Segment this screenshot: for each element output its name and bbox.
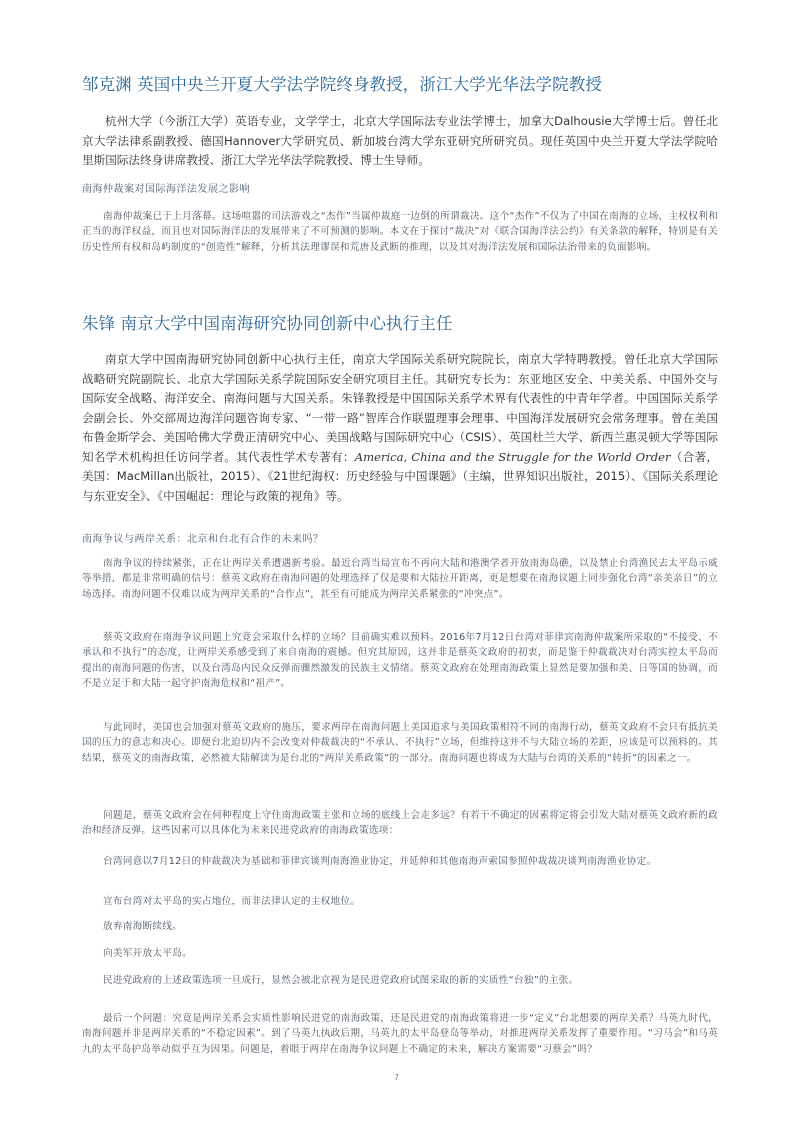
section2-subhead: 南海争议与两岸关系：北京和台北有合作的未来吗？ [82,534,324,545]
section2-title: 朱锋 南京大学中国南海研究协同创新中心执行主任 [82,314,453,333]
section2-bio-text-end: （合著，美国：MacMillan出版社，2015）、《21世纪海权：历史经验与中国课题》（主编，世界知识出版社，2015）、《国际关系理论与东亚安全》、《中国崛起：理论与政策的视角》等。 [82,449,718,503]
section2-bio [82,350,718,506]
section2-paragraph-8: 向美军开放太平岛。 [103,948,193,959]
section2-paragraph-1: 南海争议的持续紧张，正在让两岸关系遭遇新考验。最近台湾当局宣布不再向大陆和港澳学者开放南海岛礁，以及禁止台湾渔民去太平岛示威等举措，都是非常明确的信号：蔡英文政府在南海问题的处理选择了仅是要和大陆拉开距离，更是想要在南海议题上同步强化台湾“亲美亲日”的立场选择。南海问题不仅难以成为两岸关系的“合作点”，甚至有可能成为两岸关系紧张的“冲突点”。 [82,558,718,600]
section2-paragraph-5: 台湾同意以7月12日的仲裁裁决为基础和菲律宾谈判南海渔业协定，并延伸和其他南海声索国参照仲裁裁决谈判南海渔业协定。 [103,856,657,867]
section2-paragraph-10: 最后一个问题：究竟是两岸关系会实质性影响民进党的南海政策，还是民进党的南海政策将进一步“定义”台北想要的两岸关系？马英九时代，南海问题并非是两岸关系的“不稳定因素”。到了马英九执政后期，马英九的太平岛登岛等举动，对推进两岸关系发挥了重要作用。“习马会”和马英九的太平岛护岛举动似乎互为因果。问题是，着眼于两岸在南海争议问题上不确定的未来，解决方案需要“习蔡会”吗？ [82,1013,718,1055]
section1-subhead: 南海仲裁案对国际海洋法发展之影响 [82,184,250,195]
section1-title: 邹克渊 英国中央兰开夏大学法学院终身教授，浙江大学光华法学院教授 [82,75,602,94]
section1-paragraph: 南海仲裁案已于上月落幕。这场喧嚣的司法游戏之“杰作”当属仲裁庭一边倒的所谓裁决。这个“杰作”不仅为了中国在南海的立场，主权权利和正当的海洋权益，而且也对国际海洋法的发展带来了不可预测的影响。本文在于探讨“裁决”对《联合国海洋法公约》有关条款的解释，特别是有关历史性所有权和岛屿制度的“创造性”解释，分析其法理谬误和荒唐及武断的推理，以及其对海洋法发展和国际法治带来的负面影响。 [82,211,718,253]
section2-bio-text: 南京大学中国南海研究协同创新中心执行主任，南京大学国际关系研究院院长，南京大学特聘教授。曾任北京大学国际战略研究院副院长、北京大学国际关系学院国际安全研究项目主任。其研究专长为：东亚地区安全、中美关系、中国外交与国际安全战略、海洋安全、南海问题与大国关系。朱锋教授是中国国际关系学术界有代表性的中青年学者。中国国际关系学会副会长、外交部周边海洋问题咨询专家、“一带一路”智库合作联盟理事会理事、中国海洋发展研究会常务理事。曾在美国布鲁金斯学会、美国哈佛大学费正清研究中心、美国战略与国际研究中心（CSIS）、英国杜兰大学、新西兰惠灵顿大学等国际知名学术机构担任访问学者。其代表性学术专著有： [82,352,718,464]
section2-paragraph-2: 蔡英文政府在南海争议问题上究竟会采取什么样的立场？目前确实难以预料。2016年7月12日台湾对菲律宾南海仲裁案所采取的“不接受、不承认和不执行”的态度，让两岸关系感受到了来自南海的震撼。但究其原因，这并非是蔡英文政府的初衷，而是鉴于仲裁裁决对台湾实控太平岛而提出的南海问题的伤害，以及台湾岛内民众反弹而骤然激发的民族主义情绪。蔡英文政府在处理南海政策上显然是要加强和美、日等国的协调，而不是立足于和大陆一起守护南海危权和“祖产”。 [82,632,718,689]
section2-paragraph-6: 宣布台湾对太平岛的实占地位，而非法律认定的主权地位。 [103,896,361,907]
section2-paragraph-9: 民进党政府的上述政策选项一旦成行，显然会被北京视为是民进党政府试图采取的新的实质性“台独”的主张。 [103,975,579,986]
page-number: 7 [394,1073,400,1082]
section2-paragraph-3: 与此同时，美国也会加强对蔡英文政府的施压，要求两岸在南海问题上美国追求与美国政策相符不同的南海行动，蔡英文政府不会只有抵抗美国的压力的意志和决心。即便台北迫切内不会改变对仲裁裁决的“不承认、不执行”立场，但维持这并不与大陆立场的差距，应该是可以预料的。其结果，蔡英文的南海政策，必然被大陆解读为是台北的“两岸关系政策”的一部分。南海问题也将成为大陆与台湾的关系的“转折”的因素之一。 [82,722,718,764]
section1-bio: 杭州大学（今浙江大学）英语专业，文学学士，北京大学国际法专业法学博士，加拿大Dalhousie大学博士后。曾任北京大学法律系副教授、德国Hannover大学研究员、新加坡台湾大学东亚研究所研究员。现任英国中央兰开夏大学法学院哈里斯国际法终身讲席教授、浙江大学光华法学院教授、博士生导师。 [82,114,718,167]
section2-paragraph-4: 问题是，蔡英文政府会在何种程度上守住南海政策主张和立场的底线上会走多远？有若干不确定的因素将定将会引发大陆对蔡英文政府新的政治和经济反弹。这些因素可以具体化为未来民进党政府的南海政策选项： [82,810,718,837]
section2-paragraph-7: 放弃南海断续线。 [103,921,183,932]
section2-book-title: America, China and the Struggle for the World Order [354,449,671,464]
